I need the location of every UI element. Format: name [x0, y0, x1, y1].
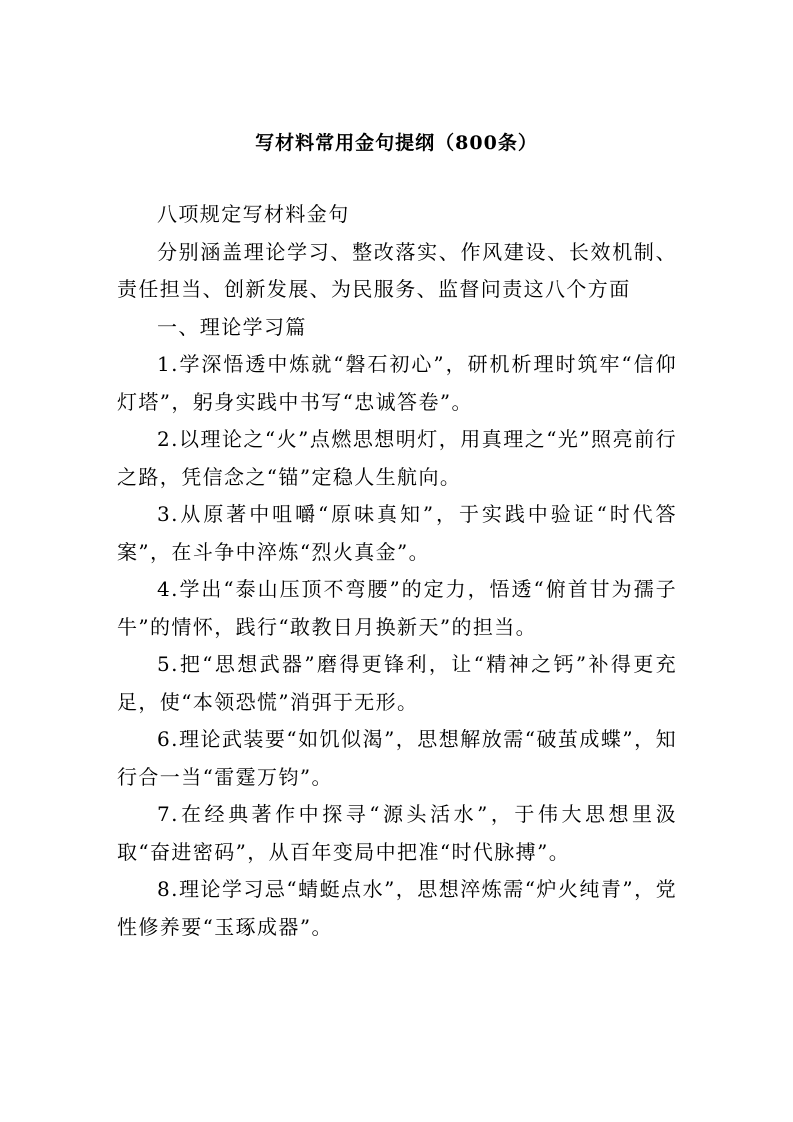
document-title: 写材料常用金句提纲（800条） [255, 132, 538, 154]
list-item: 7.在经典著作中探寻“源头活水”，于伟大思想里汲取“奋进密码”，从百年变局中把准“时代脉搏”。 [117, 802, 677, 864]
paragraph-subtitle: 八项规定写材料金句 [157, 202, 350, 226]
list-item: 2.以理论之“火”点燃思想明灯，用真理之“光”照亮前行之路，凭信念之“锚”定稳人生航向。 [117, 427, 677, 489]
section-heading: 一、理论学习篇 [157, 314, 307, 339]
list-item: 4.学出“泰山压顶不弯腰”的定力，悟透“俯首甘为孺子牛”的情怀，践行“敢教日月换新天”的担当。 [117, 577, 677, 639]
document-body [117, 196, 677, 946]
list-item: 1.学深悟透中炼就“磐石初心”，研机析理时筑牢“信仰灯塔”，躬身实践中书写“忠诚答卷”。 [117, 352, 677, 414]
list-item: 3.从原著中咀嚼“原味真知”，于实践中验证“时代答案”，在斗争中淬炼“烈火真金”。 [117, 502, 677, 564]
list-item: 8.理论学习忌“蜻蜓点水”，思想淬炼需“炉火纯青”，党性修养要“玉琢成器”。 [117, 877, 677, 939]
list-item: 6.理论武装要“如饥似渴”，思想解放需“破茧成蝶”，知行合一当“雷霆万钧”。 [117, 727, 677, 789]
list-item: 5.把“思想武器”磨得更锋利，让“精神之钙”补得更充足，使“本领恐慌”消弭于无形。 [117, 652, 677, 714]
paragraph-intro: 分别涵盖理论学习、整改落实、作风建设、长效机制、责任担当、创新发展、为民服务、监督问责这八个方面 [117, 239, 677, 301]
